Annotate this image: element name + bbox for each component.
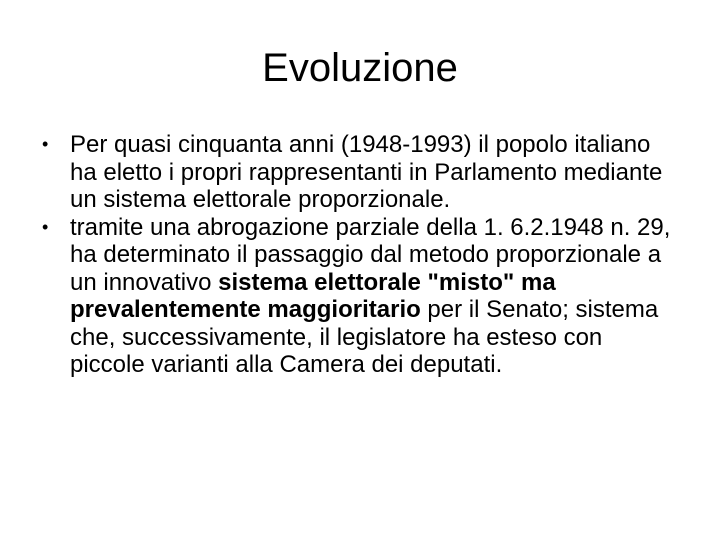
bullet-text-after: per il Senato; sistema che, successivamente, il legislatore ha esteso con piccole varianti alla Camera dei deputati.	[70, 296, 659, 378]
bullet-item-2	[42, 214, 682, 379]
bullet-list	[42, 131, 682, 379]
bullet-icon: •	[42, 216, 49, 237]
slide-title: Evoluzione	[262, 46, 458, 90]
bullet-text: Per quasi cinquanta anni (1948-1993) il popolo italiano ha eletto i propri rappresentanti in Parlamento mediante un sistema elettorale proporzionale.	[70, 131, 663, 213]
bullet-text-before: tramite una abrogazione parziale della 1. 6.2.1948 n. 29, ha determinato il passaggio dal metodo proporzionale a un innovativo	[70, 213, 671, 296]
bullet-text-bold: sistema elettorale "misto" ma prevalentemente maggioritario	[70, 268, 556, 323]
bullet-icon: •	[42, 134, 49, 154]
bullet-item-1	[42, 131, 682, 214]
